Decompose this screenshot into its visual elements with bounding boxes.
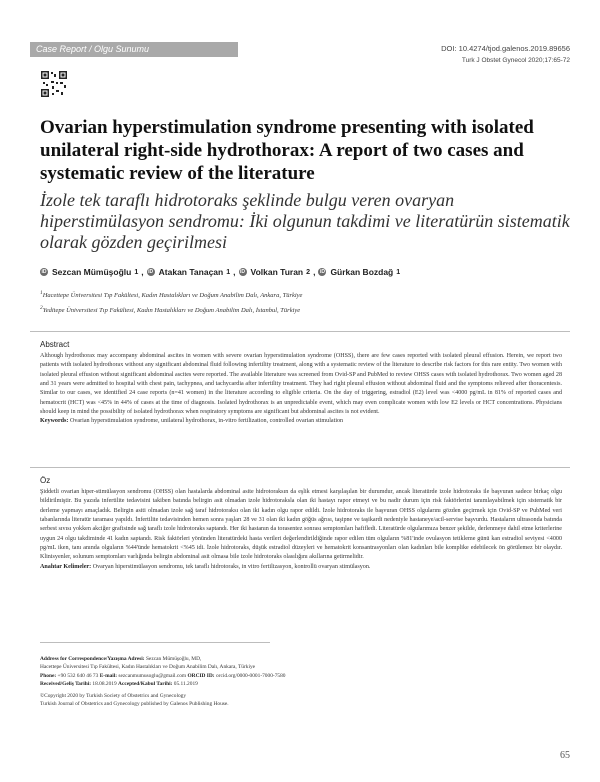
publisher: Turkish Journal of Obstetrics and Gynecology published by Galenos Publishing House. — [40, 701, 229, 708]
affiliation-text: Yeditepe Üniversitesi Tıp Fakültesi, Kadın Hastalıkları ve Doğum Anabilim Dalı, İstanbul, Türkiye — [42, 307, 301, 315]
author-name: Gürkan Bozdağ — [330, 267, 394, 277]
article-title: Ovarian hyperstimulation syndrome presenting with isolated unilateral right-side hydrothorax: A report of two cases and systematic review of the literature — [40, 117, 534, 184]
correspondence-name: Sezcan Mümüşoğlu, MD, — [145, 656, 202, 662]
abstract-heading: Abstract — [40, 340, 70, 349]
divider — [30, 467, 570, 468]
author-name: Sezcan Mümüşoğlu — [52, 267, 132, 277]
divider — [30, 331, 570, 332]
page-number: 65 — [560, 750, 570, 761]
author-list — [40, 267, 570, 277]
author-name: Volkan Turan — [250, 267, 304, 277]
correspondence-label: Address for Correspondence/Yazışma Adresi: — [40, 656, 145, 662]
anahtar-kelimeler-label: Anahtar Kelimeler: — [40, 563, 92, 570]
orcid-icon[interactable]: iD — [41, 269, 47, 275]
orcid-link[interactable]: orcid.org/0000-0001-7000-7580 — [215, 672, 286, 679]
accepted-date: 05.11.2019 — [173, 680, 198, 687]
accepted-label: Accepted/Kabul Tarihi: — [118, 680, 173, 687]
phone: +90 532 640 46 73 — [57, 672, 99, 679]
author-affiliation-marker: 2 — [306, 268, 311, 276]
author-affiliation-marker: 1 — [134, 268, 139, 276]
anahtar-kelimeler: Ovaryan hiperstimülasyon sendromu, tek taraflı hidrotoraks, in vitro fertilizasyon, kontrollü ovaryan stimülasyon. — [92, 563, 371, 570]
author-affiliation-marker: 1 — [396, 268, 401, 276]
email-label: E-mail: — [99, 672, 118, 679]
author-affiliation-marker: 1 — [226, 268, 231, 276]
orcid-label: ORCID ID: — [187, 672, 215, 679]
phone-label: Phone: — [40, 672, 57, 679]
received-date: 18.08.2019 — [92, 680, 117, 687]
qr-code-icon — [40, 70, 68, 98]
affiliation-2 — [40, 305, 300, 314]
oz-body — [40, 488, 562, 572]
section-banner: Case Report / Olgu Sunumu — [30, 42, 238, 57]
orcid-icon[interactable]: iD — [319, 269, 325, 275]
keywords: Ovarian hyperstimulation syndrome, unilateral hydrothorax, in-vitro fertilization, controlled ovarian stimulation — [69, 418, 344, 425]
affiliation-text: Hacettepe Üniversitesi Tıp Fakültesi, Kadın Hastalıkları ve Doğum Anabilim Dalı, Ankara, Türkiye — [42, 292, 303, 300]
orcid-icon[interactable]: iD — [240, 269, 246, 275]
journal-reference: Turk J Obstet Gynecol 2020;17:65-72 — [461, 57, 570, 64]
received-label: Received/Geliş Tarihi: — [40, 680, 92, 687]
author-name: Atakan Tanaçan — [158, 267, 224, 277]
doi[interactable]: DOI: 10.4274/tjod.galenos.2019.89656 — [441, 44, 570, 53]
author-separator: , — [233, 267, 236, 277]
orcid-icon[interactable]: iD — [148, 269, 154, 275]
copyright: ©Copyright 2020 by Turkish Society of Obstetrics and Gynecology — [40, 693, 187, 700]
affiliation-marker: 1 — [40, 290, 43, 296]
correspondence-address: Hacettepe Üniversitesi Tıp Fakültesi, Kadın Hastalıkları ve Doğum Anabilim Dalı, Ankara, Türkiye — [40, 664, 256, 671]
article-title-turkish: İzole tek taraflı hidrotoraks şeklinde bulgu veren ovaryan hiperstimülasyon sendromu: İki olgunun takdimi ve literatürün sistematik olarak gözden geçirilmesi — [40, 190, 570, 252]
oz-heading: Öz — [40, 476, 51, 485]
affiliation-1 — [40, 290, 302, 299]
correspondence-footnote — [40, 655, 560, 709]
footnote-divider — [40, 642, 270, 643]
abstract-body — [40, 352, 562, 427]
affiliation-marker: 2 — [40, 305, 43, 311]
keywords-label: Keywords: — [40, 418, 69, 425]
abstract-text: Although hydrothorax may accompany abdominal ascites in women with severe ovarian hyperstimulation syndrome (OHSS), there are few cases reported with isolated pleural effusion. Herein, we report two patients with isolated hydrothorax without any significant abdominal fluid following infertility treatment, along with a systematic review of the literature to describe risk factors for this rare entity. Two women with isolated pleural effusion without significant abdominal ascites were reported. The available literature was screened from Ovid-SP and PubMed to review OHSS cases with isolated hydrothorax. Two women aged 28 and 31 years were admitted to hospital with chest pain, tachypnea, and tachycardia after infertility treatment. They had right pleural effusion without abdominal fluid and the symptoms relieved after thoracentesis. Similar to our cases, we identified 24 case reports (n=41 women) in the literature according to eligible criteria. On the day of triggering, estradiol (E2) level was <4000 pg/mL in 81% of reported cases and hematocrit (HCT) was <45% in 44% of cases at the time of diagnosis. Isolated hydrothorax is an unpredictable event, which may even complicate women with low E2 levels or HCT concentrations. Physicians should keep in mind the possibility of isolated hydrothorax when respiratory symptoms are significant but abdominal ascites is not evident. — [40, 353, 562, 416]
oz-text: Şiddetli ovarian hiper-stimülasyon sendromu (OHSS) olan hastalarda abdominal asite hidrotoraksın da eşlik etmesi karşılaşılan bir durumdur, ancak literatürde izole hidrotoraks ile başvuran sadece birkaç olgu bildirilmiştir. Bu yazıda infertilite tedavisini takiben batında belirgin asit olmadan izole hidrotoraksla olan iki hastayı rapor etmeyi ve bu nadir durum için risk faktörlerini tanımlayabilmek için sistematik bir derleme yapmayı amaçladık. Belirgin asiti olmadan izole sağ taraf hidrotoraksı olan iki kadın olgu rapor edildi. İzole hidrotoraks ile başvuran OHSS olgularını gözden geçirmek için Ovid-SP ve PubMed veri tabanlarında literatür taraması yapıldı. İnfertilite tedavisinden hemen sonra yaşları 28 ve 31 olan iki kadın göğüs ağrısı, taşipne ve taşikardi nedeniyle hastaneye/acil-servise başvurdu. Hastaların ultrasonda batında serbest sıvısı yokken akciğer grafisinde sağ taraflı izole hidrotoraks saptandı. Her iki hastanın da torasentez sonrası semptomları hafifledi. Literatürde olgularımıza benzer şekilde, derlenmeye dahil etme kriterlerine uygun 24 olgu takdiminde 41 kadın saptandı. Risk faktörleri yönünden literatürdeki hasta verileri değerlendirildiğinde rapor edilen tüm olguların %81'inde ovulasyon tetikleme günü kan estradiol seviyesi <4000 pg/mL iken, tanı anında olguların %44'ünde hematokrit <%45 idi. İzole hidrotoraks, düşük estradiol düzeyleri ve hematokrit konsantrasyonları olan kadınları bile komplike edebilecek ön görülemez bir olaydır. Klinisyenler, solunum semptomları varlığında belirgin abdominal asit olmasa bile izole hidrotoraks olasılığını akıllarına getirmelidir. — [40, 489, 562, 561]
email-link[interactable]: sezcanmumusoglu@gmail.com — [118, 672, 187, 679]
author-separator: , — [313, 267, 316, 277]
author-separator: , — [141, 267, 144, 277]
